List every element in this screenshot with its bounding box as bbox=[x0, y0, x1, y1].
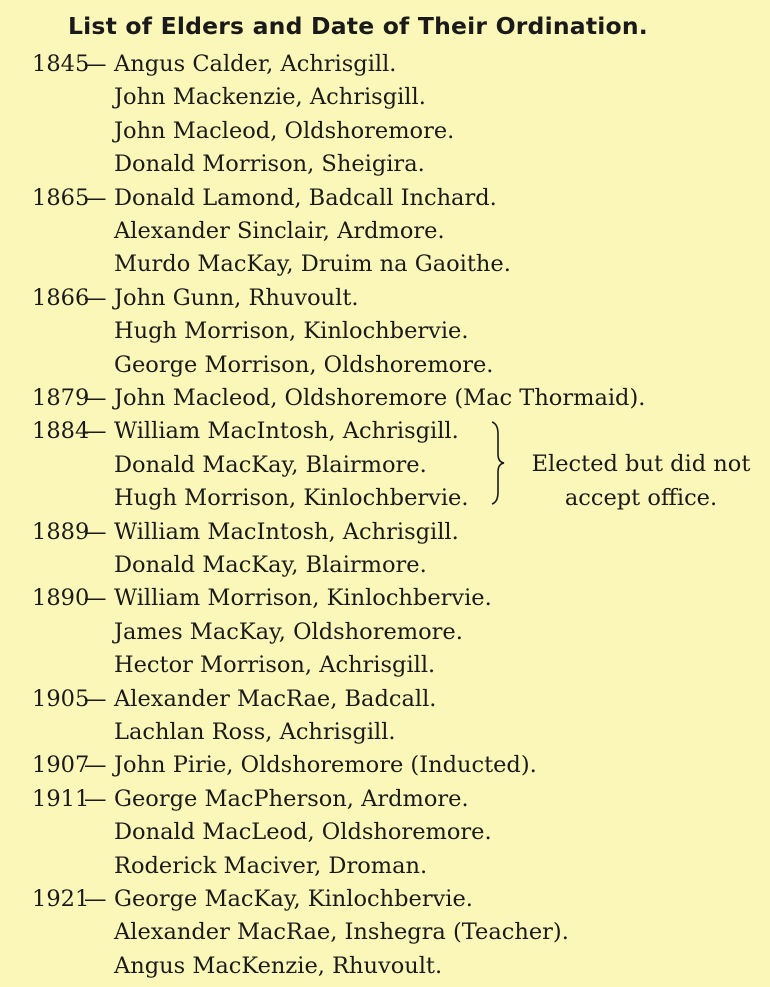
ordination-year: 1907 bbox=[32, 752, 90, 779]
list-item bbox=[0, 748, 770, 782]
elder-entry: John Macleod, Oldshoremore. bbox=[114, 117, 455, 144]
ordination-year: 1845 bbox=[32, 51, 90, 77]
elder-entry: Angus MacKenzie, Rhuvoult. bbox=[114, 952, 443, 979]
elder-entry: George MacKay, Kinlochbervie. bbox=[114, 886, 473, 912]
brace-icon bbox=[488, 420, 508, 506]
elder-entry: Hector Morrison, Achrisgill. bbox=[114, 652, 436, 679]
elder-entry: Lachlan Ross, Achrisgill. bbox=[114, 719, 396, 745]
dash-separator: — bbox=[84, 284, 107, 311]
elder-entry: Murdo MacKay, Druim na Gaoithe. bbox=[114, 251, 511, 278]
list-item bbox=[0, 381, 770, 415]
list-item bbox=[0, 648, 770, 682]
ordination-year: 1879 bbox=[32, 385, 90, 411]
ordination-year: 1911 bbox=[32, 785, 90, 812]
list-item bbox=[0, 682, 770, 716]
list-item bbox=[0, 247, 770, 281]
elder-entry: William MacIntosh, Achrisgill. bbox=[114, 518, 459, 545]
list-item bbox=[0, 949, 770, 983]
elder-entry: Donald Morrison, Sheigira. bbox=[114, 151, 425, 178]
ordination-year: 1889 bbox=[32, 518, 90, 545]
list-item bbox=[0, 114, 770, 148]
list-item bbox=[0, 548, 770, 582]
list-item bbox=[0, 314, 770, 348]
elder-entry: Angus Calder, Achrisgill. bbox=[114, 51, 397, 77]
elder-entry: John Mackenzie, Achrisgill. bbox=[114, 84, 426, 111]
list-item bbox=[0, 147, 770, 181]
ordination-year: 1884 bbox=[32, 418, 90, 445]
dash-separator: — bbox=[84, 752, 107, 779]
dash-separator: — bbox=[84, 418, 107, 445]
elder-entry: William Morrison, Kinlochbervie. bbox=[114, 585, 492, 612]
list-item bbox=[0, 47, 770, 81]
list-item bbox=[0, 414, 770, 448]
dash-separator: — bbox=[84, 685, 107, 712]
elder-entry: Donald MacKay, Blairmore. bbox=[114, 451, 427, 478]
elder-entry: James MacKay, Oldshoremore. bbox=[114, 618, 463, 645]
list-item bbox=[0, 515, 770, 549]
list-item bbox=[0, 181, 770, 215]
dash-separator: — bbox=[84, 886, 107, 912]
ordination-year: 1866 bbox=[32, 284, 90, 311]
dash-separator: — bbox=[84, 585, 107, 612]
list-item bbox=[0, 915, 770, 949]
dash-separator: — bbox=[84, 51, 107, 77]
list-item bbox=[0, 782, 770, 816]
ordination-year: 1865 bbox=[32, 184, 90, 211]
list-item bbox=[0, 281, 770, 315]
list-item bbox=[0, 882, 770, 916]
list-item bbox=[0, 849, 770, 883]
elder-entry: Donald MacKay, Blairmore. bbox=[114, 552, 427, 578]
elder-entry: George Morrison, Oldshoremore. bbox=[114, 351, 494, 378]
list-item bbox=[0, 80, 770, 114]
elder-entry: Alexander MacRae, Badcall. bbox=[114, 685, 437, 712]
list-item bbox=[0, 615, 770, 649]
list-item bbox=[0, 348, 770, 382]
ordination-year: 1921 bbox=[32, 886, 90, 912]
dash-separator: — bbox=[84, 184, 107, 211]
page-title: List of Elders and Date of Their Ordination. bbox=[68, 12, 648, 40]
election-note-line-1: Elected but did not bbox=[531, 451, 751, 477]
elder-entry: Alexander MacRae, Inshegra (Teacher). bbox=[114, 919, 569, 946]
elder-entry: John Gunn, Rhuvoult. bbox=[114, 284, 359, 311]
elder-entry: John Macleod, Oldshoremore (Mac Thormaid). bbox=[114, 385, 646, 411]
elder-entry: Hugh Morrison, Kinlochbervie. bbox=[114, 318, 469, 345]
dash-separator: — bbox=[84, 518, 107, 545]
elder-entry: Hugh Morrison, Kinlochbervie. bbox=[114, 485, 469, 512]
elder-entry: Alexander Sinclair, Ardmore. bbox=[114, 218, 445, 244]
dash-separator: — bbox=[84, 785, 107, 812]
election-note-line-2: accept office. bbox=[564, 485, 718, 511]
list-item bbox=[0, 214, 770, 248]
elder-entry: George MacPherson, Ardmore. bbox=[114, 785, 469, 812]
list-item bbox=[0, 815, 770, 849]
elder-entry: Donald MacLeod, Oldshoremore. bbox=[114, 819, 492, 846]
elder-entry: Donald Lamond, Badcall Inchard. bbox=[114, 184, 497, 211]
elder-entry: Roderick Maciver, Droman. bbox=[114, 852, 428, 879]
election-note bbox=[516, 447, 766, 515]
ordination-year: 1905 bbox=[32, 685, 90, 712]
elder-entry: John Pirie, Oldshoremore (Inducted). bbox=[114, 752, 537, 779]
list-item bbox=[0, 715, 770, 749]
list-item bbox=[0, 581, 770, 615]
elder-entry: William MacIntosh, Achrisgill. bbox=[114, 418, 459, 445]
dash-separator: — bbox=[84, 385, 107, 411]
ordination-year: 1890 bbox=[32, 585, 90, 612]
